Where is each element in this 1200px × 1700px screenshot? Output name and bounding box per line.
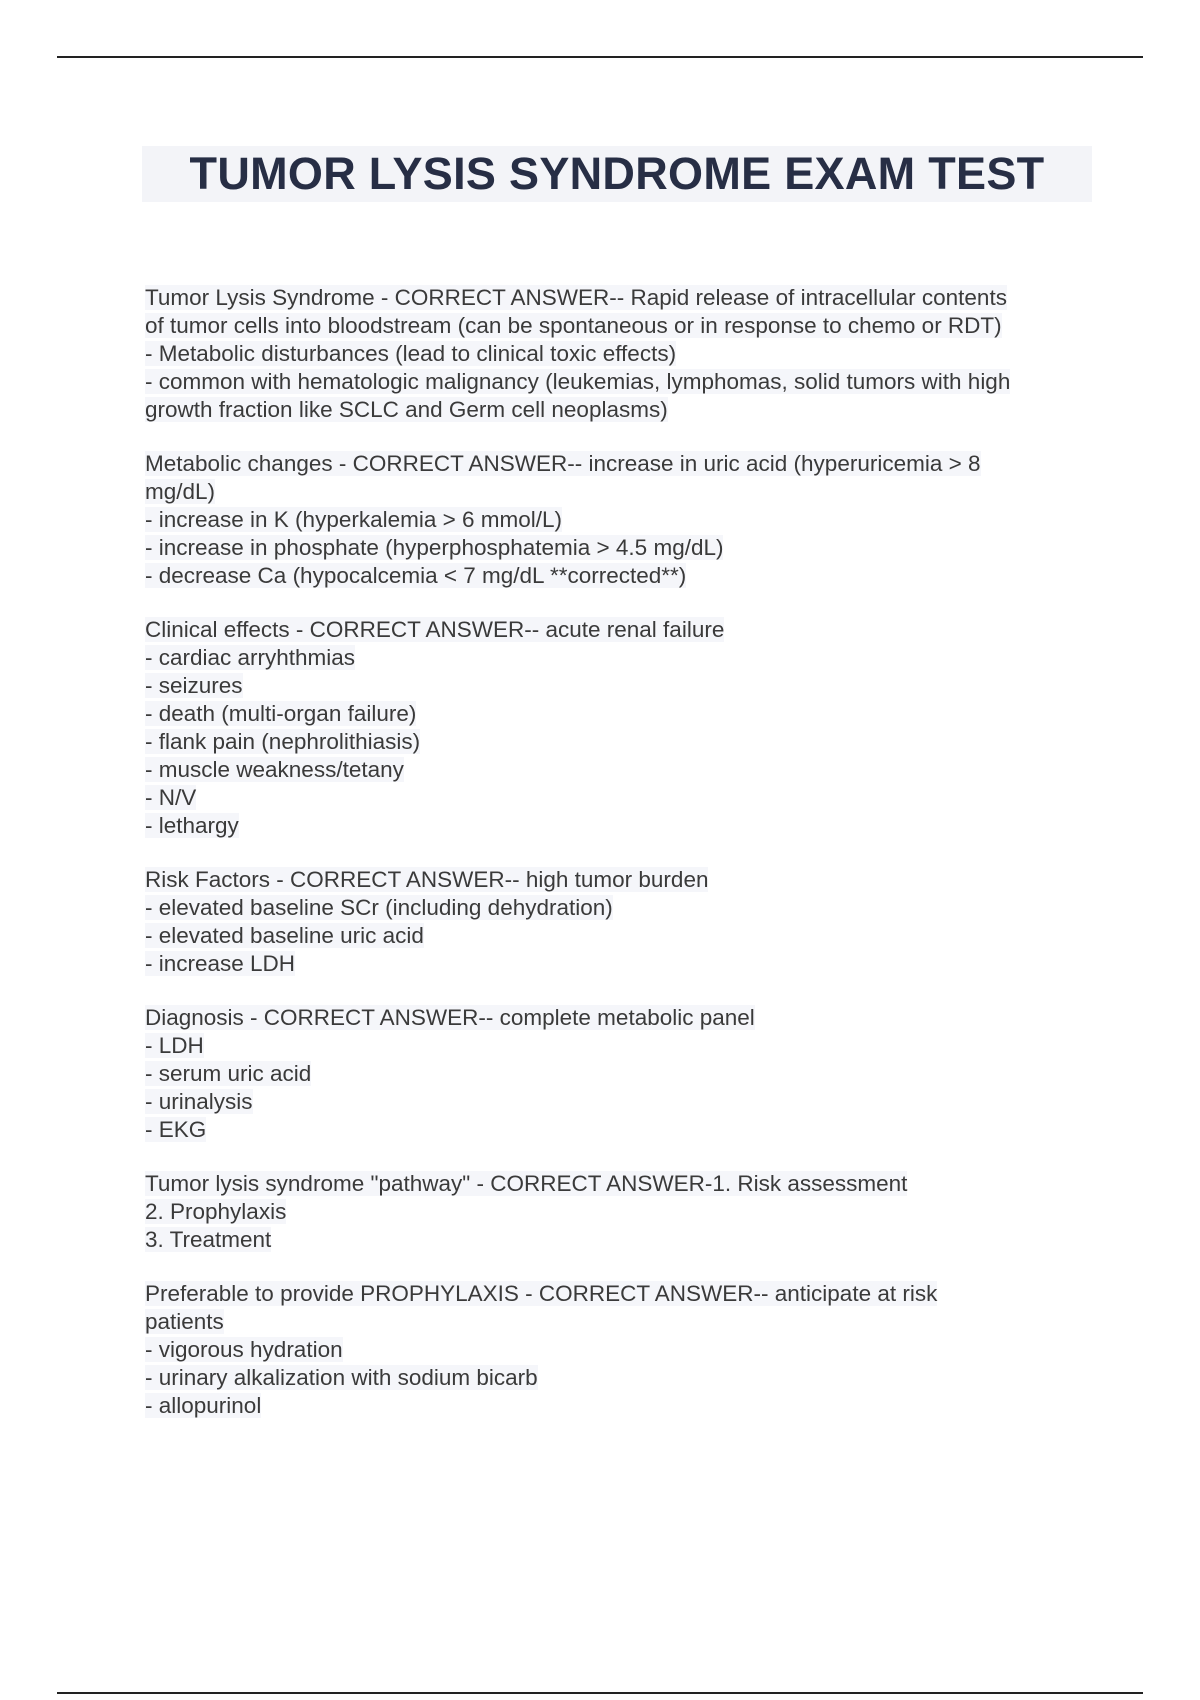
footer-divider	[57, 1692, 1143, 1694]
entry-line: patients	[145, 1309, 224, 1334]
qa-entry-clinical-effects	[145, 616, 1080, 840]
entry-line: - increase LDH	[145, 951, 296, 976]
entry-line: Tumor lysis syndrome "pathway" - CORRECT ANSWER-1. Risk assessment	[145, 1171, 908, 1196]
entry-line: growth fraction like SCLC and Germ cell neoplasms)	[145, 397, 668, 422]
entry-line: of tumor cells into bloodstream (can be spontaneous or in response to chemo or RDT)	[145, 313, 1002, 338]
entry-line: - vigorous hydration	[145, 1337, 343, 1362]
entry-line: 2. Prophylaxis	[145, 1199, 287, 1224]
qa-entry-tumor-lysis-syndrome	[145, 284, 1080, 424]
qa-entry-pathway	[145, 1170, 1080, 1254]
entry-line: - EKG	[145, 1117, 207, 1142]
header-divider	[57, 56, 1143, 58]
entry-line: Diagnosis - CORRECT ANSWER-- complete metabolic panel	[145, 1005, 755, 1030]
entry-line: - LDH	[145, 1033, 204, 1058]
entry-line: - serum uric acid	[145, 1061, 312, 1086]
entry-line: mg/dL)	[145, 479, 216, 504]
entry-line: - increase in phosphate (hyperphosphatemia > 4.5 mg/dL)	[145, 535, 724, 560]
entry-line: - lethargy	[145, 813, 239, 838]
qa-entry-diagnosis	[145, 1004, 1080, 1144]
document-title: TUMOR LYSIS SYNDROME EXAM TEST	[189, 148, 1045, 199]
document-body	[145, 284, 1080, 1446]
entry-line: - cardiac arryhthmias	[145, 645, 356, 670]
qa-entry-metabolic-changes	[145, 450, 1080, 590]
entry-line: Metabolic changes - CORRECT ANSWER-- increase in uric acid (hyperuricemia > 8	[145, 451, 981, 476]
entry-line: - flank pain (nephrolithiasis)	[145, 729, 421, 754]
entry-line: - urinary alkalization with sodium bicarb	[145, 1365, 538, 1390]
entry-line: Tumor Lysis Syndrome - CORRECT ANSWER-- Rapid release of intracellular contents	[145, 285, 1007, 310]
qa-entry-prophylaxis	[145, 1280, 1080, 1420]
entry-line: - common with hematologic malignancy (leukemias, lymphomas, solid tumors with high	[145, 369, 1011, 394]
entry-line: - Metabolic disturbances (lead to clinical toxic effects)	[145, 341, 677, 366]
entry-line: - decrease Ca (hypocalcemia < 7 mg/dL **corrected**)	[145, 563, 687, 588]
entry-line: - urinalysis	[145, 1089, 253, 1114]
entry-line: - elevated baseline uric acid	[145, 923, 424, 948]
qa-entry-risk-factors	[145, 866, 1080, 978]
entry-line: - elevated baseline SCr (including dehydration)	[145, 895, 613, 920]
entry-line: - muscle weakness/tetany	[145, 757, 404, 782]
entry-line: Preferable to provide PROPHYLAXIS - CORRECT ANSWER-- anticipate at risk	[145, 1281, 938, 1306]
entry-line: - death (multi-organ failure)	[145, 701, 417, 726]
entry-line: - allopurinol	[145, 1393, 262, 1418]
entry-line: - seizures	[145, 673, 243, 698]
entry-line: Clinical effects - CORRECT ANSWER-- acute renal failure	[145, 617, 725, 642]
entry-line: Risk Factors - CORRECT ANSWER-- high tumor burden	[145, 867, 709, 892]
entry-line: - N/V	[145, 785, 197, 810]
title-banner	[142, 146, 1092, 202]
entry-line: 3. Treatment	[145, 1227, 272, 1252]
entry-line: - increase in K (hyperkalemia > 6 mmol/L)	[145, 507, 563, 532]
